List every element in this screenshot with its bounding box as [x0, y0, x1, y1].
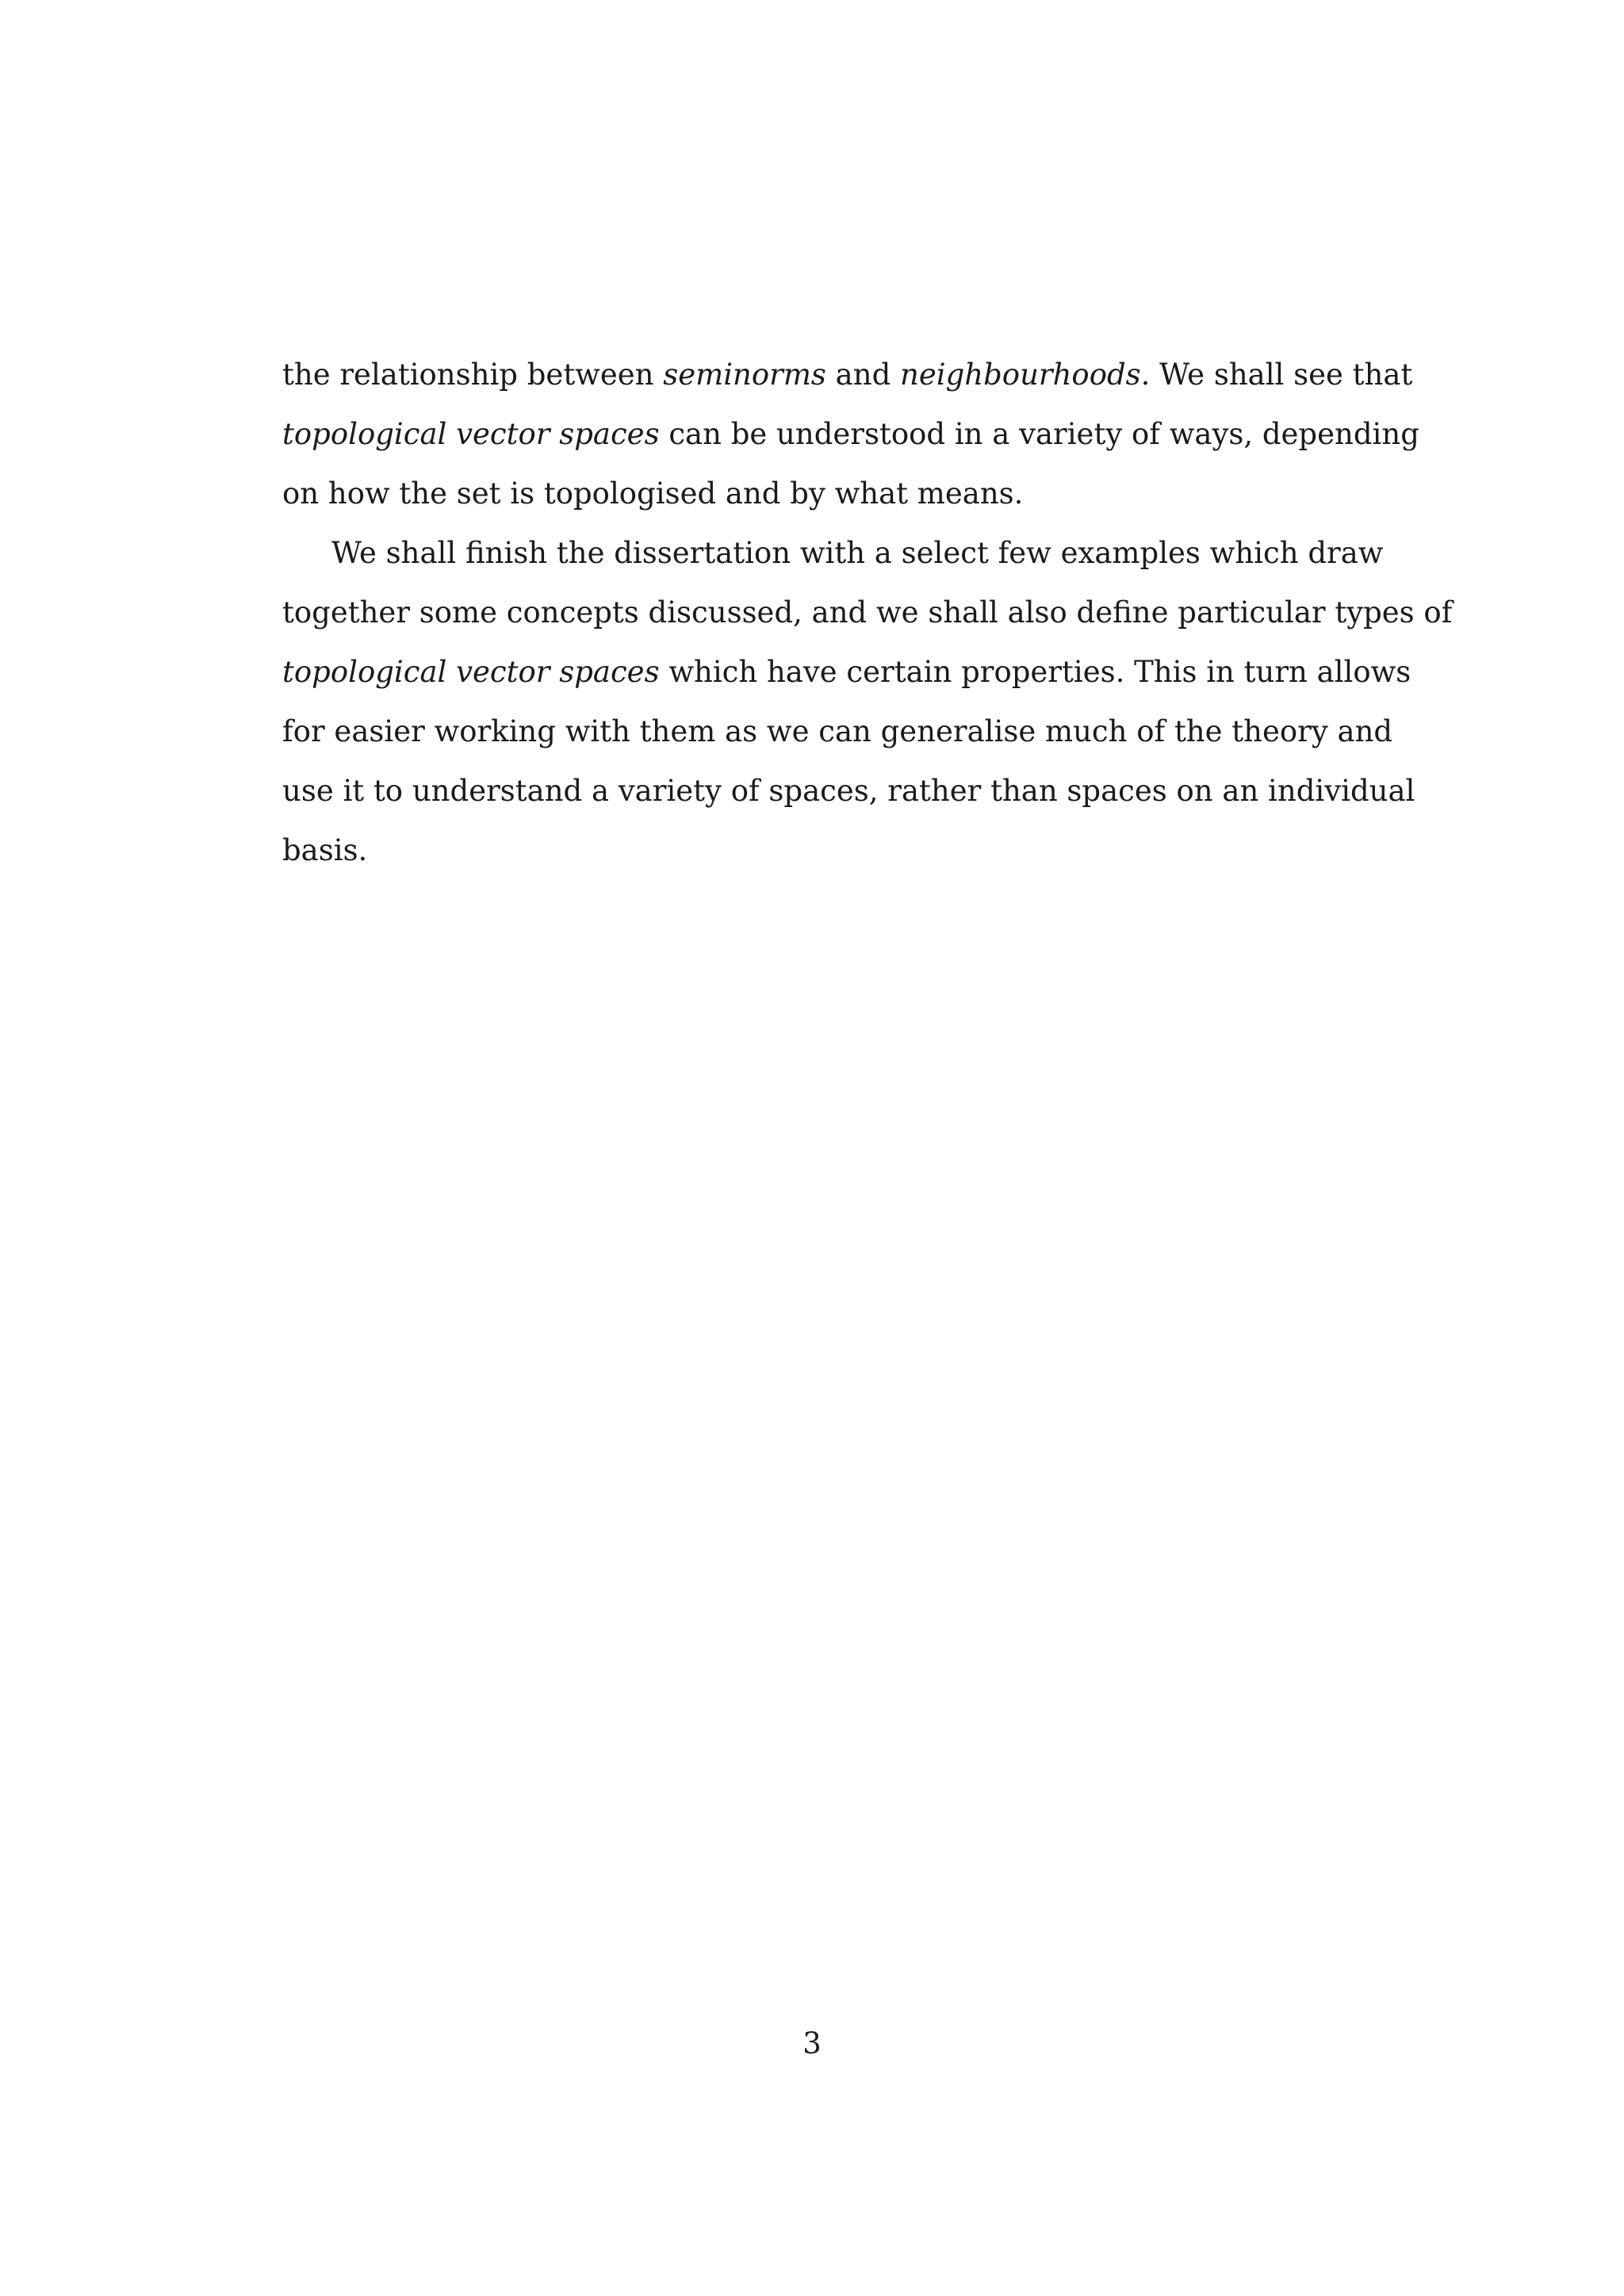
- emphasis-topological-vector-spaces: topological vector spaces: [282, 655, 660, 689]
- paragraph-1-line-1: [282, 345, 1413, 404]
- paragraph-2-line-2: together some concepts discussed, and we shall also define particular types of: [282, 595, 1453, 629]
- paragraph-2-line-4: for easier working with them as we can generalise much of the theory and: [282, 714, 1393, 748]
- emphasis-neighbourhoods: neighbourhoods: [900, 358, 1141, 392]
- paragraph-2-line-3: [282, 642, 1411, 702]
- text-run: and: [825, 358, 901, 392]
- text-run: the relationship between: [282, 358, 664, 392]
- body-text: [282, 345, 1453, 880]
- paragraph-2-line-5: use it to understand a variety of spaces, rather than spaces on an individual: [282, 774, 1415, 808]
- text-run: can be understood in a variety of ways, depending: [659, 417, 1419, 451]
- paragraph-1-line-2: [282, 404, 1419, 464]
- text-run: which have certain properties. This in turn allows: [659, 655, 1411, 689]
- page-number: 3: [802, 2026, 822, 2061]
- text-run: . We shall see that: [1140, 358, 1413, 392]
- paragraph-1-line-3: on how the set is topologised and by what means.: [282, 476, 1024, 511]
- emphasis-seminorms: seminorms: [663, 358, 826, 392]
- paragraph-2-line-1: We shall finish the dissertation with a select few examples which draw: [331, 536, 1384, 570]
- paragraph-2-line-6: basis.: [282, 833, 368, 867]
- emphasis-topological-vector-spaces: topological vector spaces: [282, 417, 660, 451]
